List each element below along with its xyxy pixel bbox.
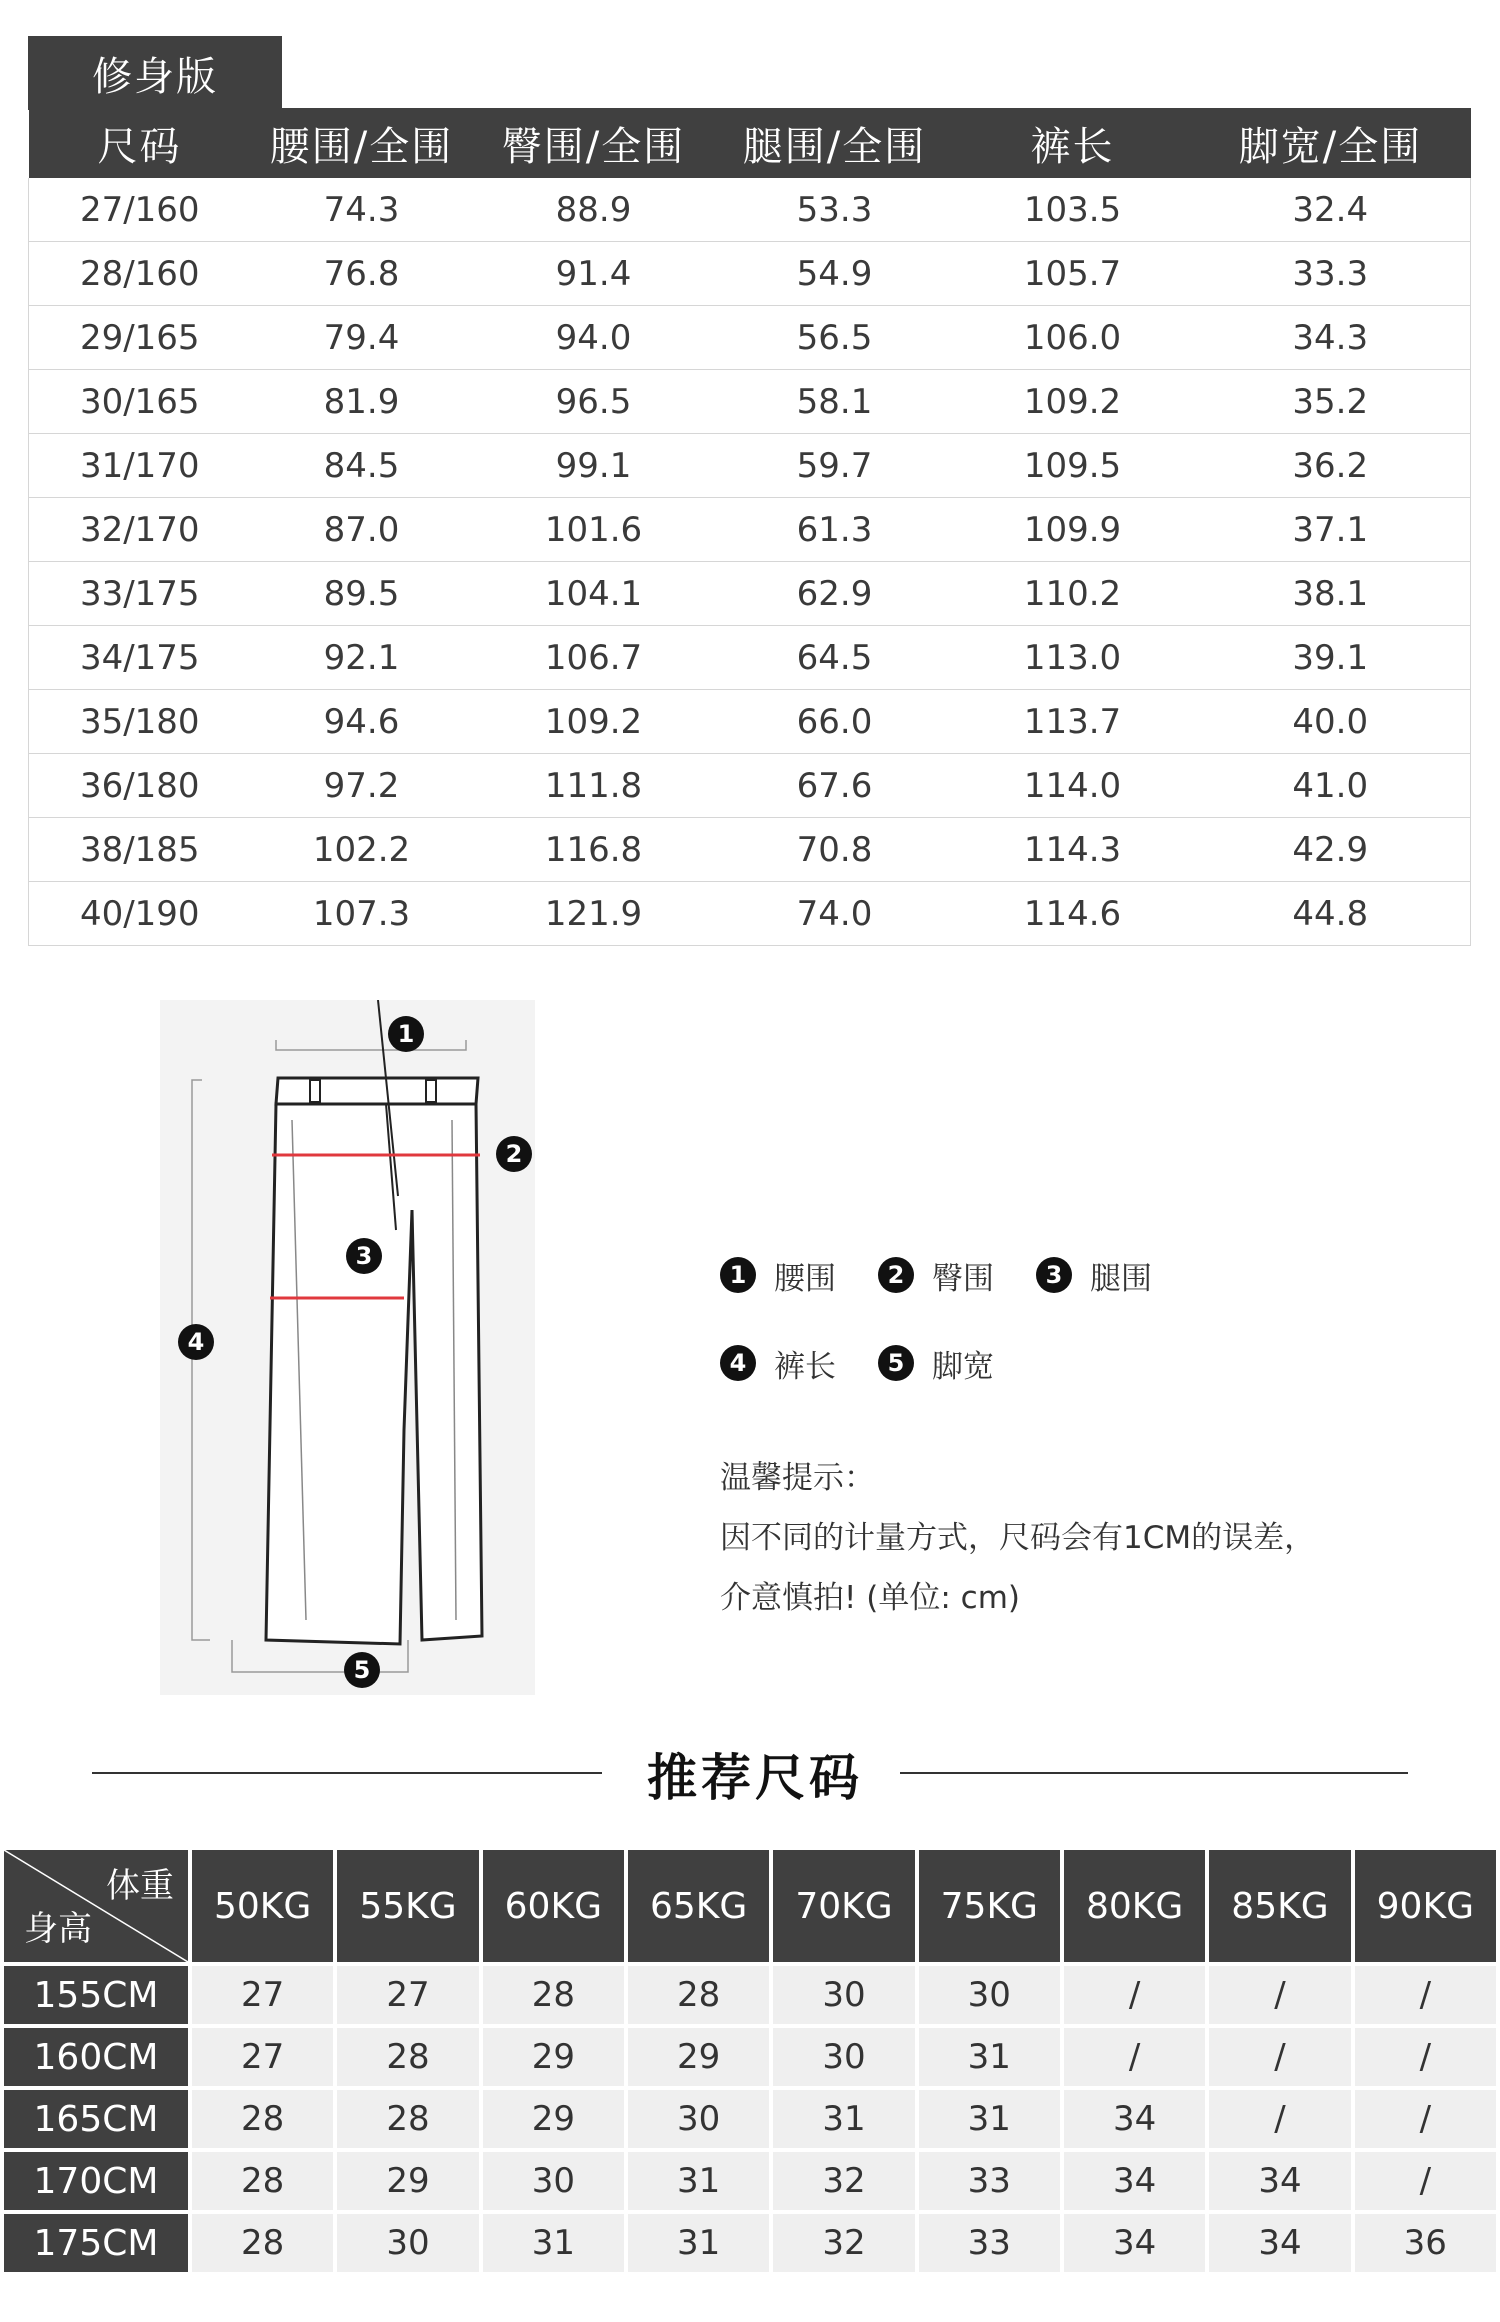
table-cell: 107.3	[251, 882, 473, 946]
table-cell: 106.0	[955, 306, 1191, 370]
table-row	[4, 2090, 1496, 2148]
table-cell: 59.7	[715, 434, 955, 498]
table-cell: 87.0	[251, 498, 473, 562]
table-cell: 28	[192, 2214, 333, 2272]
tip-line-1: 因不同的计量方式，尺码会有1CM的误差，	[720, 1520, 1316, 1556]
table-cell: /	[1355, 2028, 1496, 2086]
weight-header: 80KG	[1064, 1850, 1205, 1962]
header-length: 裤长	[955, 108, 1191, 178]
height-header: 155CM	[4, 1966, 188, 2024]
table-row	[4, 2028, 1496, 2086]
table-cell: 81.9	[251, 370, 473, 434]
table-cell: 104.1	[473, 562, 715, 626]
table-cell: 103.5	[955, 178, 1191, 242]
table-cell: 74.3	[251, 178, 473, 242]
table-cell: 114.3	[955, 818, 1191, 882]
table-cell: 106.7	[473, 626, 715, 690]
table-row	[29, 178, 1471, 242]
table-cell: 116.8	[473, 818, 715, 882]
table-row	[29, 818, 1471, 882]
table-cell: 38/185	[29, 818, 251, 882]
table-cell: 27/160	[29, 178, 251, 242]
table-cell: 31	[628, 2152, 769, 2210]
table-cell: 33.3	[1191, 242, 1471, 306]
badge-hem-icon: 5	[344, 1652, 380, 1688]
table-cell: 29	[483, 2028, 624, 2086]
table-cell: 28/160	[29, 242, 251, 306]
table-cell: /	[1209, 2028, 1350, 2086]
table-cell: 36	[1355, 2214, 1496, 2272]
table-cell: 33	[919, 2214, 1060, 2272]
weight-header: 55KG	[337, 1850, 478, 1962]
measurement-tip	[720, 1448, 1315, 1628]
table-cell: 30	[919, 1966, 1060, 2024]
number-2-icon: 2	[878, 1257, 914, 1293]
weight-header: 60KG	[483, 1850, 624, 1962]
tip-title: 温馨提示：	[720, 1460, 875, 1496]
table-cell: 30	[337, 2214, 478, 2272]
table-cell: 92.1	[251, 626, 473, 690]
table-cell: 31/170	[29, 434, 251, 498]
legend-item-hem	[878, 1341, 994, 1386]
badge-waist-icon: 1	[388, 1016, 424, 1052]
table-cell: 30	[483, 2152, 624, 2210]
number-3-icon: 3	[1036, 1257, 1072, 1293]
weight-header: 75KG	[919, 1850, 1060, 1962]
table-cell: 102.2	[251, 818, 473, 882]
table-cell: 79.4	[251, 306, 473, 370]
table-cell: 70.8	[715, 818, 955, 882]
header-size: 尺码	[29, 108, 251, 178]
header-hem: 脚宽/全围	[1191, 108, 1471, 178]
table-cell: 39.1	[1191, 626, 1471, 690]
table-row	[29, 370, 1471, 434]
table-row	[29, 434, 1471, 498]
table-cell: 32	[773, 2214, 914, 2272]
weight-header: 50KG	[192, 1850, 333, 1962]
table-cell: 67.6	[715, 754, 955, 818]
table-cell: 27	[337, 1966, 478, 2024]
table-cell: 32/170	[29, 498, 251, 562]
legend-row-2	[720, 1333, 1420, 1393]
weight-header: 70KG	[773, 1850, 914, 1962]
table-cell: 54.9	[715, 242, 955, 306]
recommend-header-row	[4, 1850, 1496, 1962]
table-cell: 30	[628, 2090, 769, 2148]
height-header: 175CM	[4, 2214, 188, 2272]
legend-label: 裤长	[774, 1348, 836, 1385]
table-row	[29, 754, 1471, 818]
table-cell: 29	[628, 2028, 769, 2086]
table-cell: 34	[1209, 2214, 1350, 2272]
table-cell: 76.8	[251, 242, 473, 306]
table-cell: 36/180	[29, 754, 251, 818]
recommend-size-table	[0, 1846, 1500, 2276]
legend-item-length	[720, 1341, 836, 1386]
table-cell: 61.3	[715, 498, 955, 562]
table-cell: 31	[919, 2090, 1060, 2148]
corner-weight-label: 体重	[106, 1866, 174, 1906]
table-row	[29, 562, 1471, 626]
table-cell: 28	[628, 1966, 769, 2024]
tip-line-2: 介意慎拍! (单位: cm)	[720, 1580, 1021, 1616]
table-cell: 101.6	[473, 498, 715, 562]
legend-label: 脚宽	[932, 1348, 994, 1385]
table-cell: 41.0	[1191, 754, 1471, 818]
number-1-icon: 1	[720, 1257, 756, 1293]
table-row	[4, 2214, 1496, 2272]
table-cell: 32	[773, 2152, 914, 2210]
table-cell: 32.4	[1191, 178, 1471, 242]
table-cell: 109.9	[955, 498, 1191, 562]
legend-item-thigh	[1036, 1253, 1152, 1298]
table-cell: 27	[192, 1966, 333, 2024]
table-cell: 105.7	[955, 242, 1191, 306]
title-divider-left	[92, 1772, 602, 1774]
corner-height-label: 身高	[24, 1909, 92, 1949]
table-cell: 44.8	[1191, 882, 1471, 946]
legend-item-waist	[720, 1253, 836, 1298]
table-cell: 35/180	[29, 690, 251, 754]
table-cell: 28	[337, 2090, 478, 2148]
table-row	[29, 626, 1471, 690]
number-4-icon: 4	[720, 1345, 756, 1381]
number-5-icon: 5	[878, 1345, 914, 1381]
table-cell: 28	[483, 1966, 624, 2024]
header-thigh: 腿围/全围	[715, 108, 955, 178]
table-cell: 29	[337, 2152, 478, 2210]
table-cell: 35.2	[1191, 370, 1471, 434]
height-header: 165CM	[4, 2090, 188, 2148]
table-cell: 34	[1064, 2214, 1205, 2272]
pants-drawing	[160, 1000, 535, 1695]
height-header: 170CM	[4, 2152, 188, 2210]
legend-label: 腿围	[1090, 1260, 1152, 1297]
table-cell: 40/190	[29, 882, 251, 946]
table-cell: 110.2	[955, 562, 1191, 626]
table-cell: 109.5	[955, 434, 1191, 498]
table-cell: 89.5	[251, 562, 473, 626]
fit-tab-label: 修身版	[28, 36, 282, 110]
table-cell: /	[1355, 2152, 1496, 2210]
table-cell: 28	[192, 2152, 333, 2210]
table-cell: 29	[483, 2090, 624, 2148]
table-cell: 34	[1209, 2152, 1350, 2210]
table-cell: 30	[773, 2028, 914, 2086]
table-cell: 40.0	[1191, 690, 1471, 754]
table-cell: 53.3	[715, 178, 955, 242]
size-chart-table	[28, 108, 1471, 946]
table-cell: 74.0	[715, 882, 955, 946]
table-cell: 31	[483, 2214, 624, 2272]
table-cell: 42.9	[1191, 818, 1471, 882]
table-cell: 84.5	[251, 434, 473, 498]
table-cell: 56.5	[715, 306, 955, 370]
size-chart-header-row	[29, 108, 1471, 178]
table-cell: 111.8	[473, 754, 715, 818]
height-header: 160CM	[4, 2028, 188, 2086]
legend-label: 臀围	[932, 1260, 994, 1297]
table-cell: 34.3	[1191, 306, 1471, 370]
table-cell: 33/175	[29, 562, 251, 626]
table-cell: /	[1209, 1966, 1350, 2024]
badge-thigh-icon: 3	[346, 1238, 382, 1274]
legend-row-1	[720, 1245, 1420, 1305]
corner-cell	[4, 1850, 188, 1962]
table-cell: 91.4	[473, 242, 715, 306]
recommend-title: 推荐尺码	[647, 1749, 863, 1807]
badge-hip-icon: 2	[496, 1136, 532, 1172]
table-row	[29, 882, 1471, 946]
table-cell: 28	[337, 2028, 478, 2086]
table-row	[29, 690, 1471, 754]
table-cell: 94.0	[473, 306, 715, 370]
table-row	[29, 242, 1471, 306]
table-cell: 28	[192, 2090, 333, 2148]
table-cell: 30/165	[29, 370, 251, 434]
weight-header: 90KG	[1355, 1850, 1496, 1962]
table-cell: 29/165	[29, 306, 251, 370]
table-cell: 113.7	[955, 690, 1191, 754]
measure-legend	[720, 1245, 1420, 1421]
table-cell: 88.9	[473, 178, 715, 242]
weight-header: 65KG	[628, 1850, 769, 1962]
table-cell: 34	[1064, 2090, 1205, 2148]
legend-label: 腰围	[774, 1260, 836, 1297]
table-cell: 94.6	[251, 690, 473, 754]
table-cell: 36.2	[1191, 434, 1471, 498]
table-row	[4, 2152, 1496, 2210]
table-cell: 96.5	[473, 370, 715, 434]
table-cell: 37.1	[1191, 498, 1471, 562]
table-cell: 109.2	[473, 690, 715, 754]
table-cell: 33	[919, 2152, 1060, 2210]
table-cell: 27	[192, 2028, 333, 2086]
weight-header: 85KG	[1209, 1850, 1350, 1962]
table-cell: 31	[919, 2028, 1060, 2086]
table-cell: /	[1355, 1966, 1496, 2024]
table-cell: 30	[773, 1966, 914, 2024]
pants-measurement-illustration	[160, 1000, 535, 1695]
table-cell: 58.1	[715, 370, 955, 434]
table-cell: 121.9	[473, 882, 715, 946]
table-cell: /	[1209, 2090, 1350, 2148]
table-row	[4, 1966, 1496, 2024]
table-row	[29, 498, 1471, 562]
title-divider-right	[900, 1772, 1408, 1774]
table-cell: /	[1064, 1966, 1205, 2024]
table-row	[29, 306, 1471, 370]
table-cell: 62.9	[715, 562, 955, 626]
badge-length-icon: 4	[178, 1324, 214, 1360]
table-cell: 114.6	[955, 882, 1191, 946]
table-cell: 38.1	[1191, 562, 1471, 626]
table-cell: 34/175	[29, 626, 251, 690]
table-cell: 64.5	[715, 626, 955, 690]
header-hip: 臀围/全围	[473, 108, 715, 178]
table-cell: 114.0	[955, 754, 1191, 818]
table-cell: 31	[628, 2214, 769, 2272]
header-waist: 腰围/全围	[251, 108, 473, 178]
table-cell: 99.1	[473, 434, 715, 498]
legend-item-hip	[878, 1253, 994, 1298]
table-cell: 109.2	[955, 370, 1191, 434]
table-cell: 34	[1064, 2152, 1205, 2210]
table-cell: 66.0	[715, 690, 955, 754]
table-cell: /	[1355, 2090, 1496, 2148]
table-cell: 113.0	[955, 626, 1191, 690]
table-cell: /	[1064, 2028, 1205, 2086]
table-cell: 97.2	[251, 754, 473, 818]
table-cell: 31	[773, 2090, 914, 2148]
